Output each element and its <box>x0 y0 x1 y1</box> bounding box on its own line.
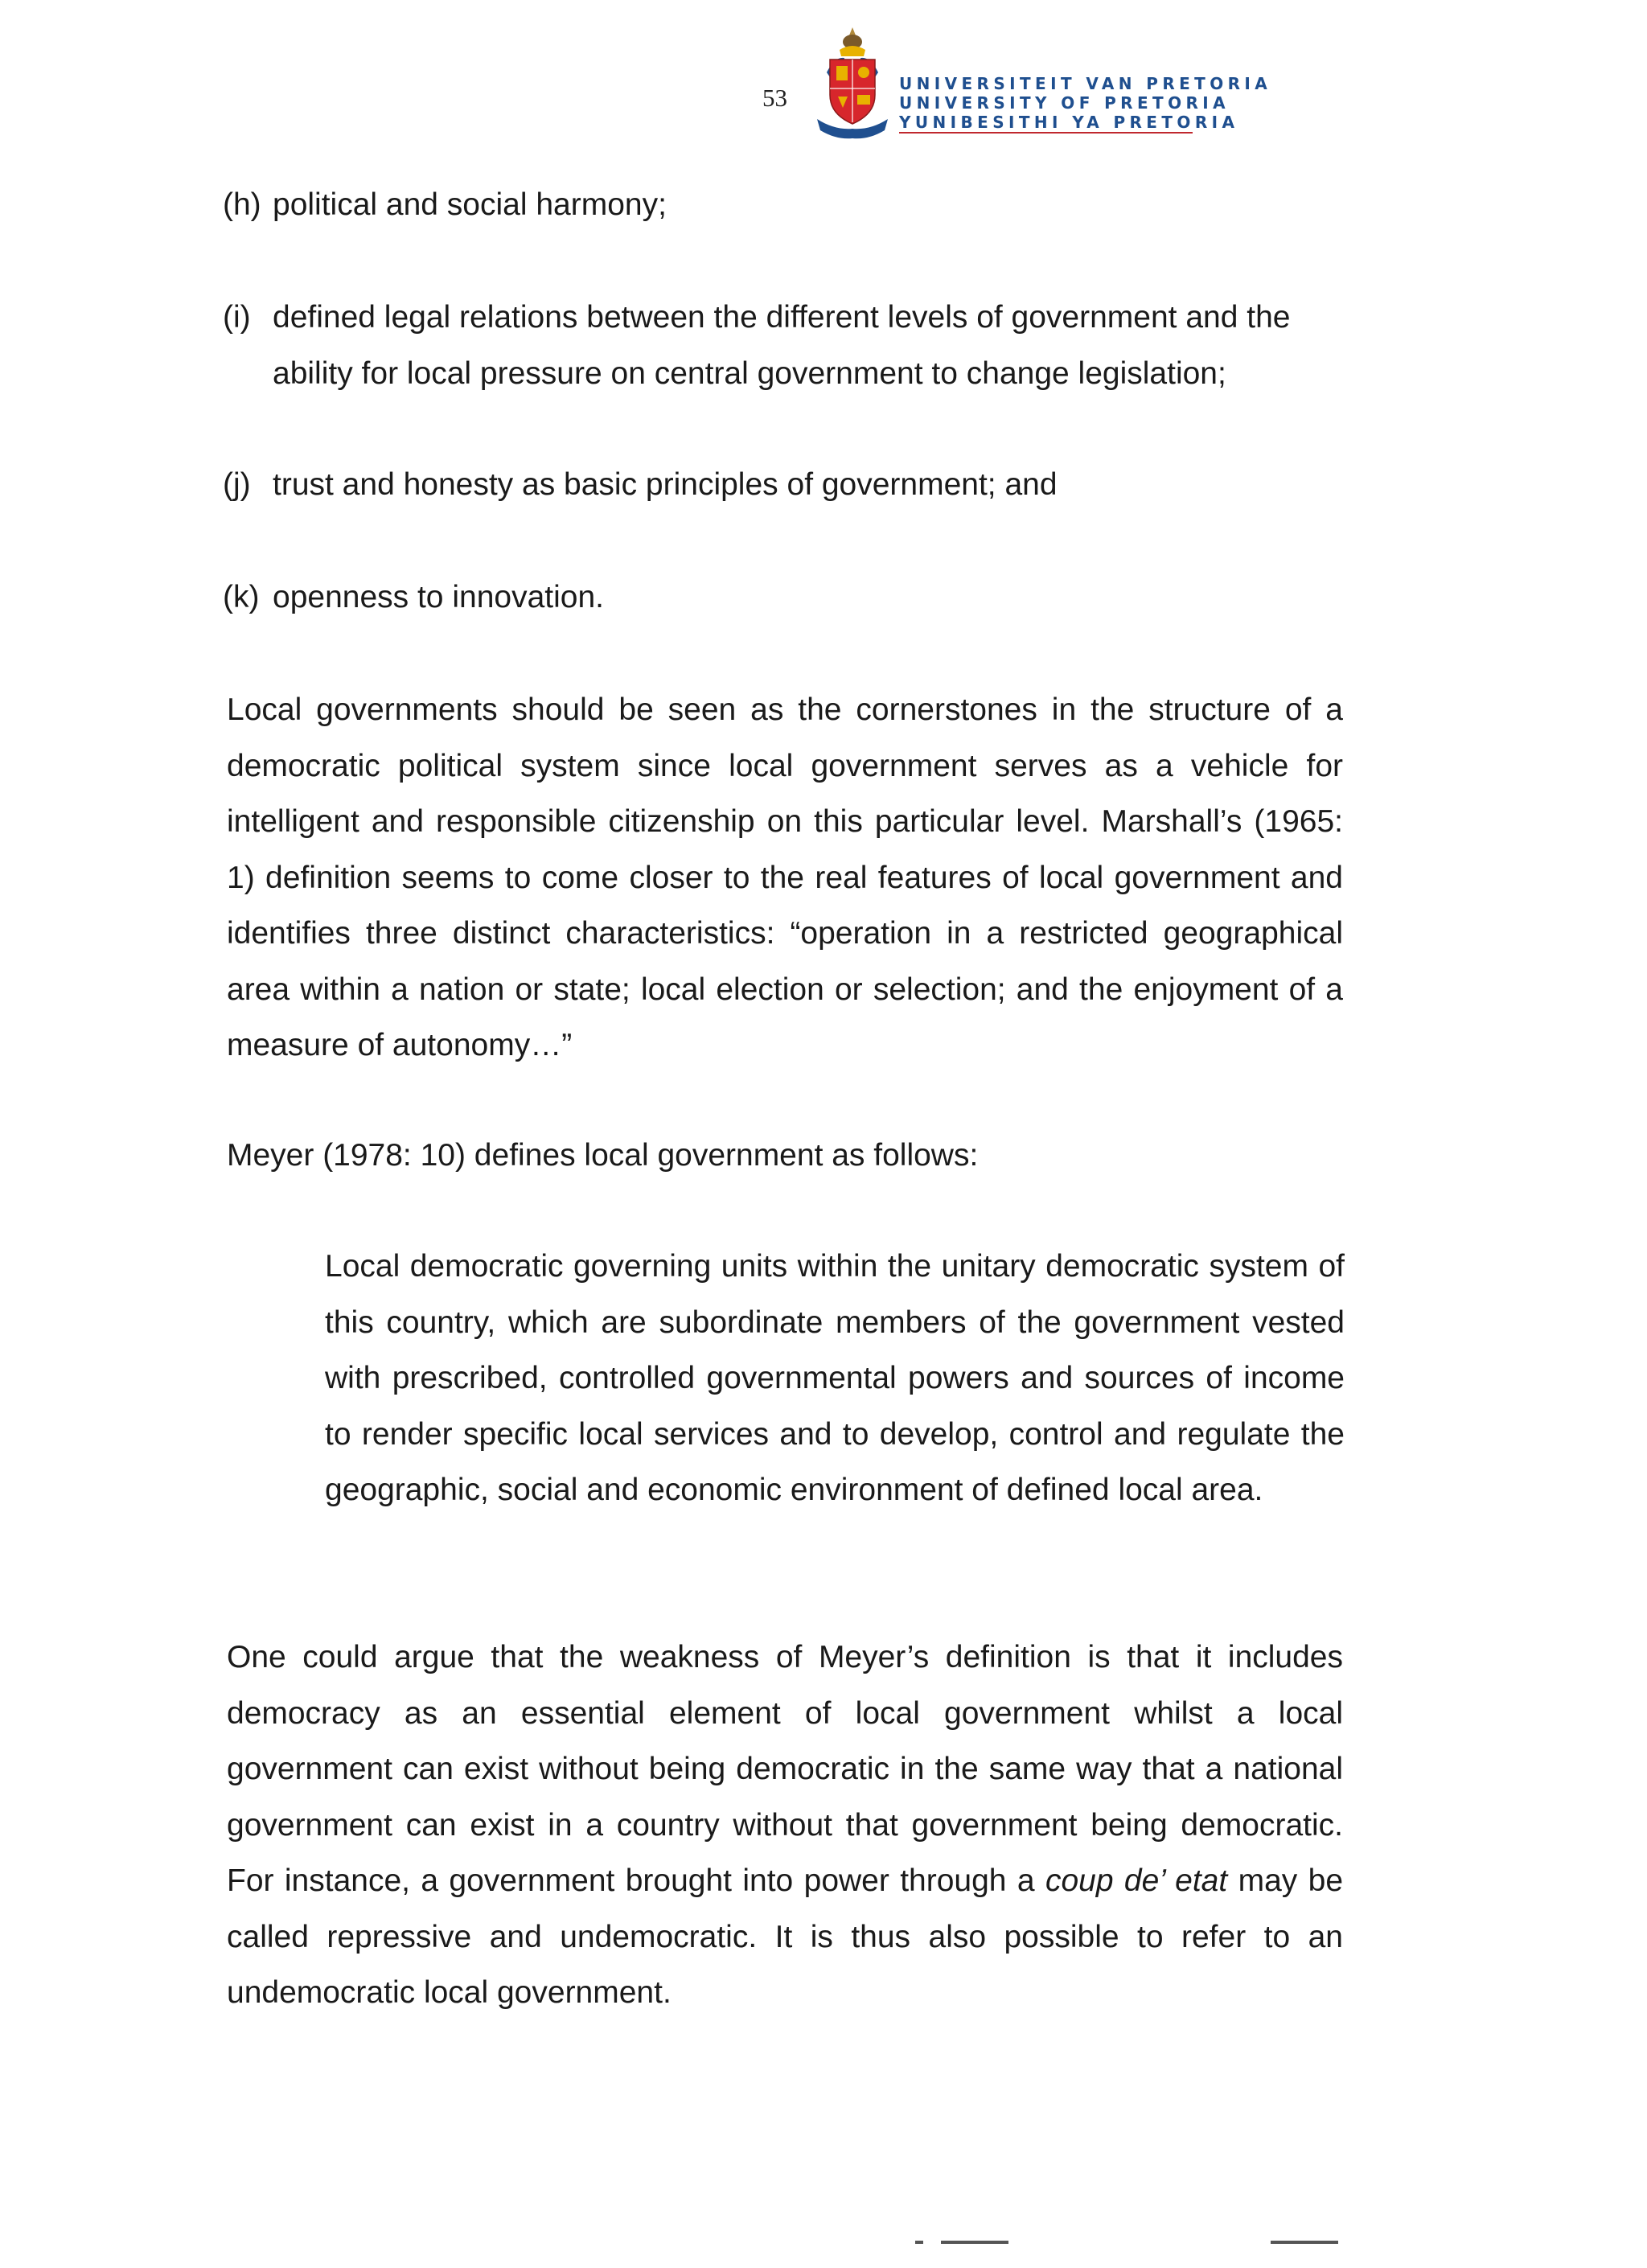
paragraph-meyer-intro: Meyer (1978: 10) defines local government as follows: <box>227 1138 979 1173</box>
paragraph-argue-italic: coup de’ etat <box>1045 1863 1228 1898</box>
university-wordmark <box>899 74 1272 132</box>
list-text: trust and honesty as basic principles of government; and <box>273 467 1058 502</box>
header-rule <box>899 132 1193 134</box>
university-name-sepedi: YUNIBESITHI YA PRETORIA <box>899 113 1239 132</box>
list-marker: (i) <box>223 300 251 335</box>
list-item-k <box>223 569 1345 626</box>
list-item-j <box>223 457 1345 513</box>
university-crest-icon <box>811 24 894 142</box>
university-name-afrikaans: UNIVERSITEIT VAN PRETORIA <box>899 74 1272 93</box>
list-marker: (j) <box>223 467 251 502</box>
list-item-h <box>223 177 1345 233</box>
paragraph-argue-part1: One could argue that the weakness of Meyer’s definition is that it includes democracy as an essential element of local government whilst a local government can exist without being democratic in the same way that a national government can exist in a country without that government being democratic. For instance, a government brought into power through a <box>227 1640 1343 1898</box>
list-marker: (h) <box>223 187 261 222</box>
paragraph-argue <box>227 1629 1343 2021</box>
list-text: openness to innovation. <box>273 580 604 614</box>
page-number: 53 <box>762 84 787 112</box>
footer-scan-mark <box>915 2241 923 2244</box>
footer-scan-mark <box>1271 2241 1338 2244</box>
block-quote-meyer: Local democratic governing units within the unitary democratic system of this country, which are subordinate members of the government vested with prescribed, controlled governmental powers and sources of income to render specific local services and to develop, control and regulate the geographic, social and economic environment of defined local area. <box>325 1249 1345 1507</box>
list-text: defined legal relations between the different levels of government and the ability for local pressure on central government to change legislation; <box>273 300 1291 391</box>
paragraph-argue-part2: may be called repressive and undemocratic. It is thus also possible to refer to an undemocratic local government. <box>227 1863 1344 2010</box>
list-item-i <box>223 290 1345 401</box>
footer-scan-mark <box>941 2241 1008 2244</box>
paragraph-local-governments: Local governments should be seen as the cornerstones in the structure of a democratic political system since local government serves as a vehicle for intelligent and responsible citizenship on this particular level. Marshall’s (1965: 1) definition seems to come closer to the real features of local government and identifies three distinct characteristics: “operation in a restricted geographical area within a nation or state; local election or selection; and the enjoyment of a measure of autonomy…” <box>227 692 1343 1062</box>
list-text: political and social harmony; <box>273 187 667 222</box>
list-marker: (k) <box>223 580 260 614</box>
university-name-english: UNIVERSITY OF PRETORIA <box>899 93 1230 113</box>
